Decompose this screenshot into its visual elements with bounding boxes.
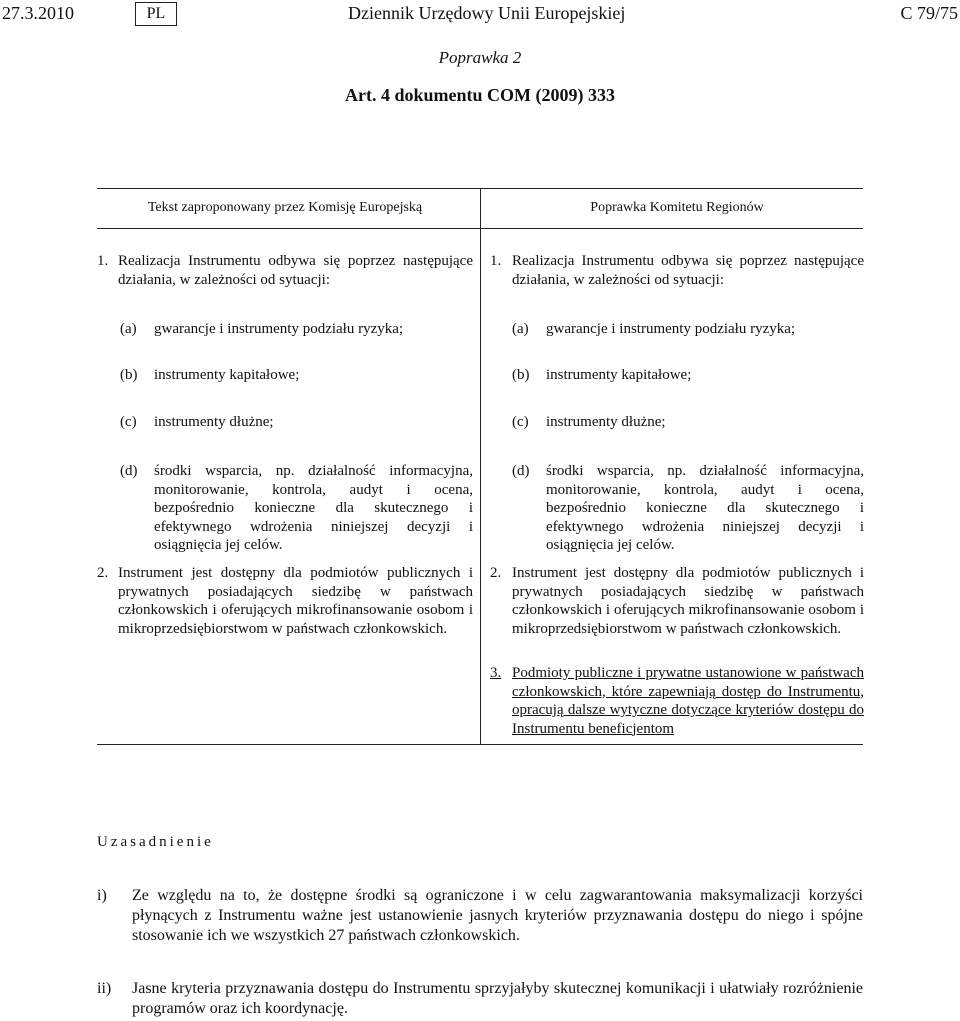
left-a-text: gwarancje i instrumenty podziału ryzyka; — [154, 321, 404, 337]
article-title: Art. 4 dokumentu COM (2009) 333 — [345, 85, 615, 105]
right-d-text: środki wsparcia, np. działalność informacyjna, monitorowanie, kontrola, audyt i ocena, bezpośrednio konieczne dla skutecznego i efektywnego wdrożenia niniejszej decyzji i osiągnięcia jej celów. — [546, 463, 864, 553]
left-p2-number: 2. — [97, 565, 109, 581]
right-p1-text: Realizacja Instrumentu odbywa się poprzez następujące działania, w zależności od sytuacji: — [512, 253, 864, 288]
right-p3-text-added: opracują dalsze wytyczne dotyczące kryteriów dostępu do Instrumentu beneficjentom — [512, 702, 864, 737]
left-p2-text: Instrument jest dostępny dla podmiotów publicznych i prywatnych posiadających siedzibę w państwach członkowskich i oferujących mikrofinansowanie osobom i mikroprzedsiębiorstwom w państwach członkowskich. — [118, 565, 473, 637]
right-b-label: (b) — [512, 367, 530, 383]
header-date: 27.3.2010 — [2, 3, 74, 23]
left-p1-text: Realizacja Instrumentu odbywa się poprzez następujące działania, w zależności od sytuacji: — [118, 253, 473, 288]
amendment-title: Poprawka 2 — [438, 48, 522, 67]
right-b-text: instrumenty kapitałowe; — [546, 367, 692, 383]
table-column-divider — [480, 188, 481, 744]
right-column-heading: Poprawka Komitetu Regionów — [590, 200, 764, 215]
right-p3-number: 3. — [490, 665, 502, 681]
right-d-label: (d) — [512, 463, 530, 479]
left-b-label: (b) — [120, 367, 138, 383]
left-c-text: instrumenty dłużne; — [154, 414, 274, 430]
right-p3-text — [512, 664, 864, 738]
justification-ii-text: Jasne kryteria przyznawania dostępu do Instrumentu sprzyjałyby skutecznej komunikacji i ułatwiały rozróżnienie programów oraz ich koordynację. — [132, 980, 863, 1017]
right-p2-number: 2. — [490, 565, 502, 581]
journal-title: Dziennik Urzędowy Unii Europejskiej — [348, 3, 626, 23]
left-b-text: instrumenty kapitałowe; — [154, 367, 300, 383]
justification-title: Uzasadnienie — [97, 834, 214, 850]
page-header — [0, 0, 960, 30]
table-bottom-rule — [97, 744, 863, 745]
justification-i-text: Ze względu na to, że dostępne środki są ograniczone i w celu zagwarantowania maksymalizacji korzyści płynących z Instrumentu ważne jest ustanowienie jasnych kryteriów przyznawania dostępu do niego i spójne stosowanie ich we wszystkich 27 państwach członkowskich. — [132, 887, 863, 944]
left-c-label: (c) — [120, 414, 137, 430]
right-c-label: (c) — [512, 414, 529, 430]
left-p1-number: 1. — [97, 253, 109, 269]
left-column-heading: Tekst zaproponowany przez Komisję Europejską — [147, 200, 423, 215]
left-a-label: (a) — [120, 321, 137, 337]
left-d-text: środki wsparcia, np. działalność informacyjna, monitorowanie, kontrola, audyt i ocena, bezpośrednio konieczne dla skutecznego i efektywnego wdrożenia niniejszej decyzji i osiągnięcia jej celów. — [154, 463, 473, 553]
right-a-text: gwarancje i instrumenty podziału ryzyka; — [546, 321, 796, 337]
right-p3-text-inserted: Podmioty publiczne i prywatne ustanowione w państwach członkowskich, które zapewniają dostęp do Instrumentu, — [512, 665, 864, 700]
page-reference: C 79/75 — [900, 3, 958, 23]
right-p1-number: 1. — [490, 253, 502, 269]
justification-ii-number: ii) — [97, 980, 112, 997]
right-c-text: instrumenty dłużne; — [546, 414, 666, 430]
language-box: PL — [135, 2, 177, 26]
right-a-label: (a) — [512, 321, 529, 337]
left-d-label: (d) — [120, 463, 138, 479]
justification-i-number: i) — [97, 887, 107, 904]
right-p2-text: Instrument jest dostępny dla podmiotów publicznych i prywatnych posiadających siedzibę w państwach członkowskich i oferujących mikrofinansowanie osobom i mikroprzedsiębiorstwom w państwach członkowskich. — [512, 565, 864, 637]
